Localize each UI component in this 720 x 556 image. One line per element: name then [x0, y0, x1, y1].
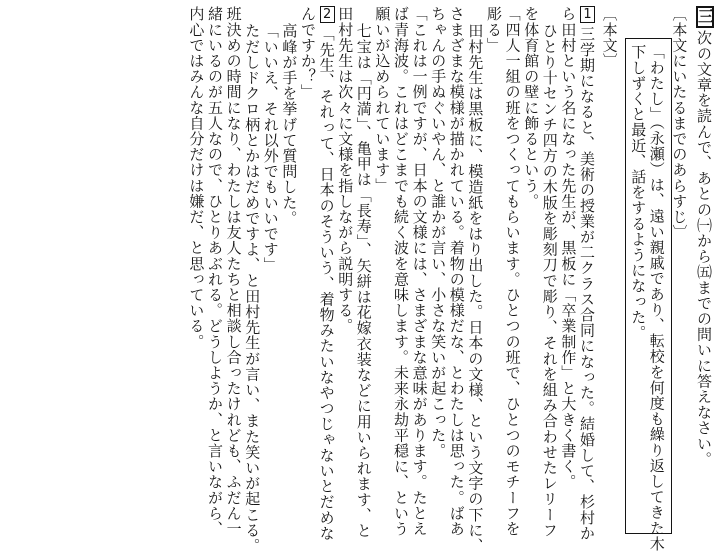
body-line: 願いが込められています」: [373, 6, 392, 194]
body-line: 高峰が手を挙げて質問した。: [280, 23, 299, 226]
body-line: ちゃんの手ぬぐいやん、と誰かが言い、小さな笑いが起こった。: [429, 6, 448, 459]
paragraph-number-2: 2: [320, 6, 335, 23]
question-instruction: 次の文章を読んで、あとの㈠から㈤までの問いに答えなさい。: [695, 30, 713, 467]
body-line: 田村先生は次々に文様を指しながら説明する。: [336, 6, 355, 334]
body-line: ば青海波。これはどこまでも続く波を意味します。未来永劫平穏に、という: [392, 6, 410, 537]
question-number: 三: [698, 7, 715, 26]
body-line: 「四人一組の班をつくってもらいます。ひとつの班で、ひとつのモチーフを: [503, 6, 522, 537]
body-line: んですか？」: [299, 6, 317, 100]
body-line: 田村先生は黒板に、模造紙をはり出した。日本の文様、という文字の下に、: [466, 23, 485, 554]
summary-line: 「わたし」（永瀬）は、遠い親戚であり、転校を何度も繰り返してきた木: [647, 44, 666, 552]
body-line: ただしドクロ柄とかはだめですよ、と田村先生が言い、また笑いが起こる。: [243, 23, 262, 554]
body-line: 彫る」: [485, 6, 503, 53]
body-line: 班決めの時間になり、わたしは友人たちと相談し合ったけれども、ふだん一: [224, 6, 243, 537]
body-line: さまざまな模様が描かれている。着物の模様だな、とわたしは思った。ばあ: [447, 6, 466, 537]
body-heading: 〔本文〕: [600, 6, 619, 69]
body-line: 緒にいるのが五人なので、ひとりあぶれる。どうしようか、と言いながら、: [206, 6, 224, 537]
body-line: を体育館の壁に飾るという。: [522, 6, 541, 209]
paragraph-number-1: 1: [580, 6, 595, 23]
body-line: 「これは一例ですが、日本の文様には、さまざまな意味があります。たとえ: [410, 6, 429, 537]
summary-heading: 〔本文にいたるまでのあらすじ〕: [670, 6, 689, 240]
body-line: 内心ではみんな自分だけは嫌だ、と思っている。: [187, 6, 206, 350]
body-line: 三学期になると、美術の授業が二クラス合同になった。結婚して、杉村か: [578, 26, 596, 541]
body-line: ら田村という名になった先生が、黒板に「卒業制作」と大きく書く。: [559, 6, 578, 490]
body-line: 「先生、それって、日本のそういう、着物みたいなやつじゃないとだめな: [317, 26, 336, 541]
body-line: 七宝は「円満」、亀甲は「長寿」、矢絣は花嫁衣装などに用いられます、と: [354, 23, 373, 539]
summary-line: 下しずくと最近、話をするようになった。: [629, 44, 648, 341]
body-line: ひとり十センチ四方の木版を彫刻刀で彫り、それを組み合わせたレリーフ: [540, 23, 559, 538]
body-line: 「いいえ、それ以外でもいいです」: [261, 23, 280, 273]
